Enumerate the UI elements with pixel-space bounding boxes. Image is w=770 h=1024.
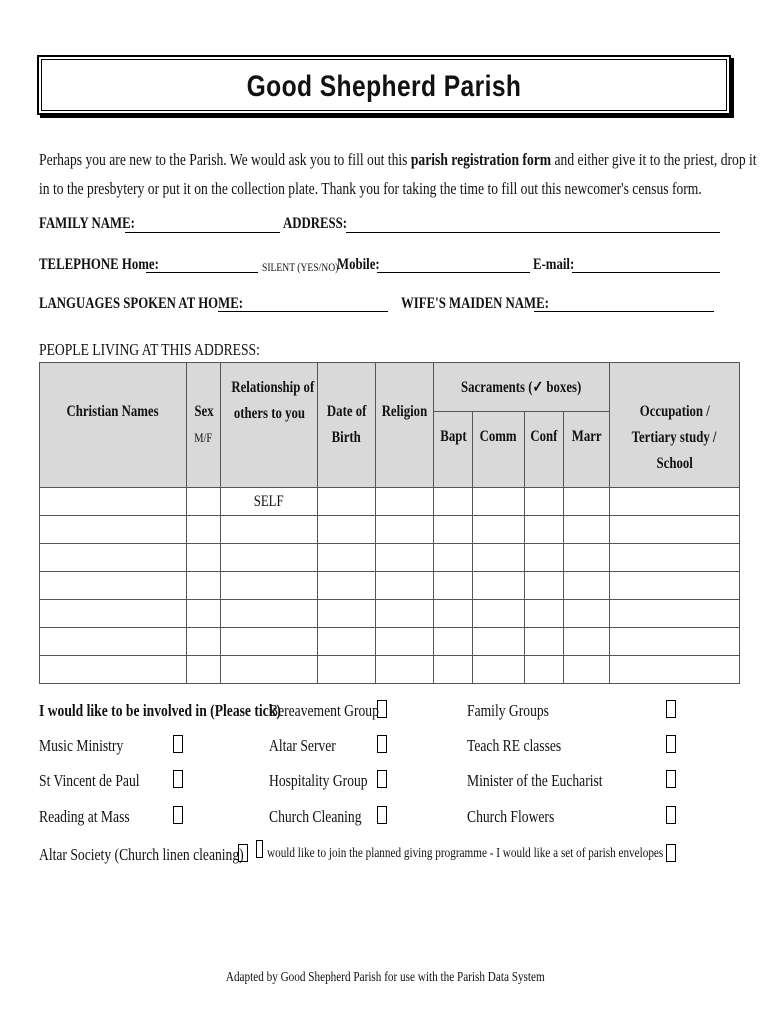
eucharist-checkbox[interactable] <box>666 770 676 788</box>
involvement-lead: I would like to be involved in (Please tick) <box>39 701 281 720</box>
telephone-home-label: TELEPHONE Home: <box>39 256 159 273</box>
cleaning-checkbox[interactable] <box>377 806 387 824</box>
altar-server-checkbox[interactable] <box>377 735 387 753</box>
col-sacraments: Sacraments (✓ boxes) <box>434 363 610 412</box>
mobile-field[interactable] <box>377 272 530 273</box>
table-row <box>40 516 740 544</box>
eucharist-label: Minister of the Eucharist <box>467 771 603 790</box>
envelopes-checkbox[interactable] <box>666 844 676 862</box>
col-christian-names: Christian Names <box>40 363 187 488</box>
table-row <box>40 600 740 628</box>
altar-society-label: Altar Society (Church linen cleaning) <box>39 845 244 864</box>
sex-sub-label: M/F <box>194 430 213 445</box>
col-conf: Conf <box>525 412 564 488</box>
giving-checkbox[interactable] <box>256 840 263 858</box>
col-occupation: Occupation / Tertiary study / School <box>610 363 740 488</box>
st-vincent-label: St Vincent de Paul <box>39 771 140 790</box>
col-religion: Religion <box>376 363 434 488</box>
mobile-label: Mobile: <box>337 256 380 273</box>
col-marr: Marr <box>564 412 610 488</box>
hospitality-checkbox[interactable] <box>377 770 387 788</box>
music-label: Music Ministry <box>39 736 124 755</box>
hospitality-label: Hospitality Group <box>269 771 368 790</box>
table-row <box>40 572 740 600</box>
email-label: E-mail: <box>533 256 575 273</box>
intro-paragraph <box>39 145 770 203</box>
col-bapt: Bapt <box>434 412 473 488</box>
flowers-label: Church Flowers <box>467 807 555 826</box>
col-sex: Sex M/F <box>187 363 221 488</box>
family-groups-label: Family Groups <box>467 701 549 720</box>
silent-label: SILENT (YES/NO) <box>262 260 339 274</box>
reading-label: Reading at Mass <box>39 807 130 826</box>
footer: Adapted by Good Shepherd Parish for use with the Parish Data System <box>225 970 545 985</box>
table-row <box>40 544 740 572</box>
address-field[interactable] <box>346 232 720 233</box>
table-row <box>40 488 740 516</box>
people-heading: PEOPLE LIVING AT THIS ADDRESS: <box>39 340 260 359</box>
languages-field[interactable] <box>218 311 388 312</box>
music-checkbox[interactable] <box>173 735 183 753</box>
st-vincent-checkbox[interactable] <box>173 770 183 788</box>
col-date-of-birth: Date of Birth <box>318 363 376 488</box>
table-row <box>40 656 740 684</box>
flowers-checkbox[interactable] <box>666 806 676 824</box>
altar-server-label: Altar Server <box>269 736 336 755</box>
intro-text-1: Perhaps you are new to the Parish. We would ask you to fill out this <box>39 150 411 169</box>
family-name-label: FAMILY NAME: <box>39 215 135 232</box>
altar-society-checkbox[interactable] <box>238 844 248 862</box>
family-groups-checkbox[interactable] <box>666 700 676 718</box>
self-cell: SELF <box>221 488 318 516</box>
intro-text-2: and either give it to the priest, drop it <box>551 150 757 169</box>
family-name-field[interactable] <box>125 232 280 233</box>
cleaning-label: Church Cleaning <box>269 807 362 826</box>
page-title: Good Shepherd Parish <box>246 70 522 103</box>
teach-re-checkbox[interactable] <box>666 735 676 753</box>
address-label: ADDRESS: <box>283 215 348 232</box>
bereavement-label: Bereavement Group <box>269 701 379 720</box>
table-row <box>40 628 740 656</box>
reading-checkbox[interactable] <box>173 806 183 824</box>
maiden-name-label: WIFE'S MAIDEN NAME: <box>401 295 549 312</box>
telephone-home-field[interactable] <box>146 272 258 273</box>
email-field[interactable] <box>572 272 720 273</box>
col-comm: Comm <box>473 412 525 488</box>
giving-label: would like to join the planned giving programme - I would like a set of parish envelopes <box>267 846 664 861</box>
intro-text-3: in to the presbytery or put it on the collection plate. Thank you for taking the time to fill out this newcomer's census form. <box>39 179 702 198</box>
teach-re-label: Teach RE classes <box>467 736 562 755</box>
col-relationship: Relationship of others to you <box>221 363 318 488</box>
languages-label: LANGUAGES SPOKEN AT HOME: <box>39 295 243 312</box>
people-table <box>39 362 740 684</box>
maiden-name-field[interactable] <box>534 311 714 312</box>
intro-bold: parish registration form <box>410 150 552 169</box>
bereavement-checkbox[interactable] <box>377 700 387 718</box>
